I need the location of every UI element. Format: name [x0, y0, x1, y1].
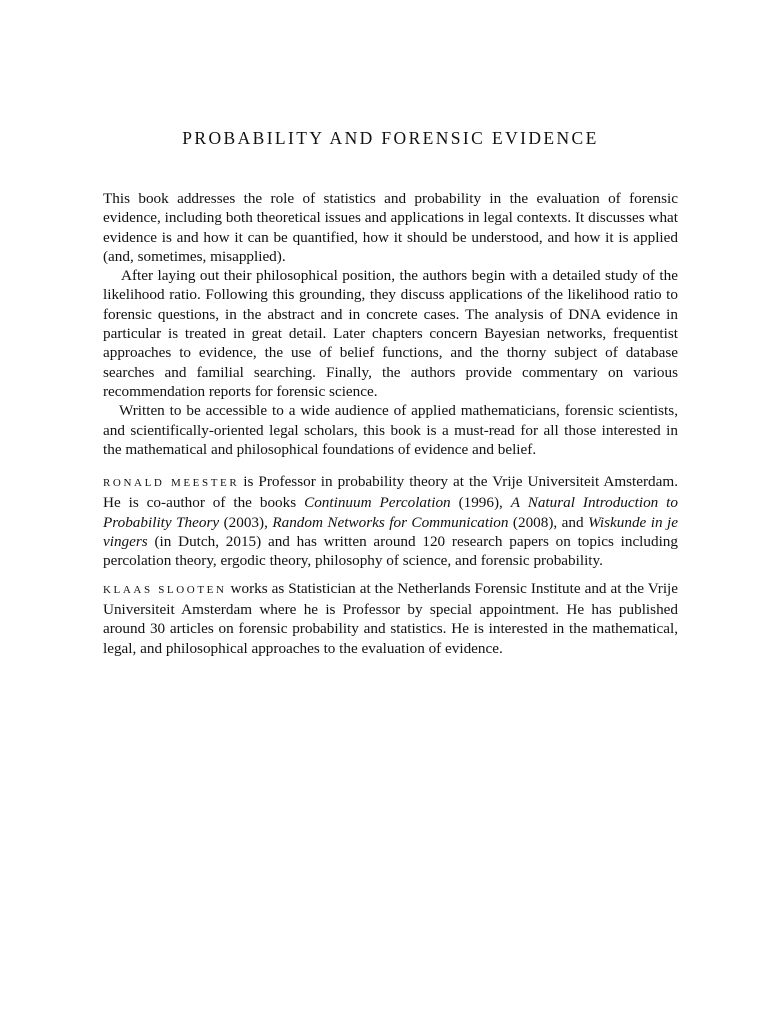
- book-title-wiskunde: Wiskunde in je vingers: [103, 513, 678, 551]
- book-blurb-page: [103, 128, 678, 658]
- author-bio-meester: [103, 472, 678, 570]
- bio-text-4: (2008), and: [508, 513, 589, 531]
- author-name-meester: RONALD MEESTER: [103, 477, 240, 490]
- bio-text-3: (2003),: [219, 513, 273, 531]
- book-title-continuum-percolation: Continuum Percolation: [304, 494, 451, 512]
- bio-text-2: (1996),: [450, 494, 511, 512]
- author-bio-slooten: [103, 579, 678, 658]
- author-name-slooten: KLAAS SLOOTEN: [103, 583, 227, 596]
- book-title-natural-introduction: A Natural Introduction to Probability Theory: [103, 494, 678, 531]
- description-paragraph-3: Written to be accessible to a wide audience of applied mathematicians, forensic scientists, and scientifically-oriented legal scholars, this book is a must-read for all those interested in the mathematical and philosophical foundations of evidence and belief.: [103, 402, 678, 458]
- bio-text-1: is Professor in probability theory at the Vrije Universiteit Amsterdam. He is co-author of the books: [103, 473, 679, 512]
- bio-text-5: (in Dutch, 2015) and has written around 120 research papers on topics including percolation theory, ergodic theory, philosophy of science, and forensic probability.: [103, 533, 678, 570]
- description-paragraph-1: This book addresses the role of statistics and probability in the evaluation of forensic evidence, including both theoretical issues and applications in legal contexts. It discusses what evidence is and how it can be quantified, how it should be understood, and how it is applied (and, sometimes, misapplied).: [103, 190, 678, 265]
- description-paragraph-2: After laying out their philosophical position, the authors begin with a detailed study of the likelihood ratio. Following this grounding, they discuss applications of the likelihood ratio to forensic questions, in the abstract and in concrete cases. The analysis of DNA evidence in particular is treated in great detail. Later chapters concern Bayesian networks, frequentist approaches to evidence, the use of belief functions, and the thorny subject of database searches and familial searching. Finally, the authors provide commentary on various recommendation reports for forensic science.: [103, 267, 678, 400]
- book-title-random-networks: Random Networks for Communication: [272, 513, 509, 531]
- bio-text-slooten: works as Statistician at the Netherlands Forensic Institute and at the Vrije Universiteit Amsterdam where he is Professor by special appointment. He has published around 30 articles on forensic probability and statistics. He is interested in the mathematical, legal, and philosophical approaches to the evaluation of evidence.: [103, 579, 678, 657]
- book-title: PROBABILITY AND FORENSIC EVIDENCE: [182, 128, 599, 148]
